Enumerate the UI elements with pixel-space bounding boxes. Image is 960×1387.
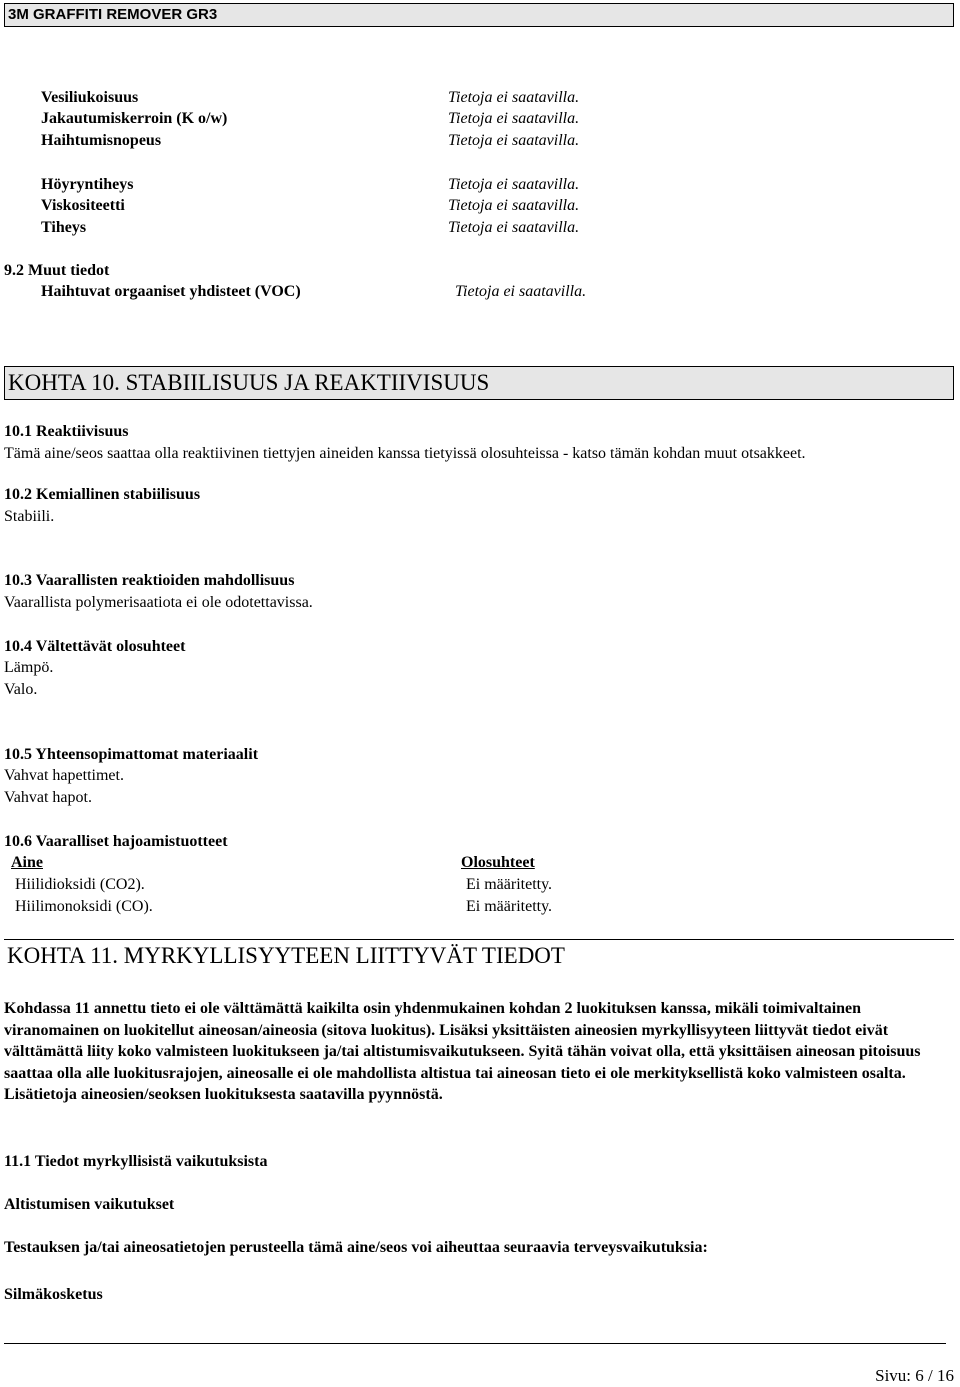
property-value-viscosity: Tietoja ei saatavilla. (448, 197, 580, 214)
property-label-viscosity: Viskositeetti (41, 197, 125, 214)
health-effects-intro: Testauksen ja/tai aineosatietojen perusteella tämä aine/seos voi aiheuttaa seuraavia terveysvaikutuksia: (4, 1239, 708, 1256)
table-row-substance: Hiilimonoksidi (CO). (15, 898, 153, 915)
property-value-voc: Tietoja ei saatavilla. (455, 283, 587, 300)
property-value-evaporation-rate: Tietoja ei saatavilla. (448, 132, 580, 149)
subsection-heading-11-1: 11.1 Tiedot myrkyllisistä vaikutuksista (4, 1153, 268, 1170)
subsection-text-10-1: Tämä aine/seos saattaa olla reaktiivinen tiettyjen aineiden kanssa tietyissä olosuhteissa - katso tämän kohdan muut otsakkeet. (4, 445, 806, 462)
property-label-density: Tiheys (41, 219, 87, 236)
subsection-heading-10-2: 10.2 Kemiallinen stabiilisuus (4, 486, 201, 503)
property-label-evaporation-rate: Haihtumisnopeus (41, 132, 162, 149)
eye-contact-heading: Silmäkosketus (4, 1286, 103, 1303)
table-row-condition: Ei määritetty. (466, 876, 553, 893)
document-header-title: 3M GRAFFITI REMOVER GR3 (4, 3, 954, 27)
section-11-intro-paragraph: Kohdassa 11 annettu tieto ei ole välttämättä kaikilta osin yhdenmukainen kohdan 2 luokituksen kanssa, mikäli toimivaltainen viranomainen on luokitellut aineosan/aineosia (sitova luokitus). Lisäksi yksittäisten aineosien myrkyllisyyteen liittyvät tiedot eivät välttämättä liity koko valmisteen luokitukseen ja/tai altistumisvaikutukseen. Syitä tähän voivat olla, että yksittäisen aineosan pitoisuus saattaa olla alle luokitusrajojen, aineosalle ei ole mahdollista altistua tai aineosan tieto ei ole merkityksellistä koko valmisteen osalta. Lisätietoja aineosien/seoksen luokituksesta saatavilla pyynnöstä. (4, 1000, 921, 1104)
subsection-heading-10-6: 10.6 Vaaralliset hajoamistuotteet (4, 833, 228, 850)
exposure-effects-heading: Altistumisen vaikutukset (4, 1196, 175, 1213)
subsection-line-10-4-light: Valo. (4, 681, 38, 698)
property-value-vapour-density: Tietoja ei saatavilla. (448, 176, 580, 193)
section-11-title: KOHTA 11. MYRKYLLISYYTEEN LIITTYVÄT TIEDOT (4, 939, 954, 973)
property-label-partition-coefficient: Jakautumiskerroin (K o/w) (41, 110, 228, 127)
table-row-substance: Hiilidioksidi (CO2). (15, 876, 145, 893)
section-10-title: KOHTA 10. STABIILISUUS JA REAKTIIVISUUS (4, 366, 954, 400)
subsection-text-10-2: Stabiili. (4, 508, 55, 525)
subsection-line-10-5-acids: Vahvat hapot. (4, 789, 92, 806)
subsection-heading-10-3: 10.3 Vaarallisten reaktioiden mahdollisuus (4, 572, 295, 589)
property-value-water-solubility: Tietoja ei saatavilla. (448, 89, 580, 106)
subsection-text-10-3: Vaarallista polymerisaatiota ei ole odotettavissa. (4, 594, 313, 611)
property-value-density: Tietoja ei saatavilla. (448, 219, 580, 236)
property-label-voc: Haihtuvat orgaaniset yhdisteet (VOC) (41, 283, 301, 300)
page-number: Sivu: 6 / 16 (875, 1366, 954, 1385)
subsection-heading-10-1: 10.1 Reaktiivisuus (4, 423, 129, 440)
subsection-line-10-5-oxidizers: Vahvat hapettimet. (4, 767, 124, 784)
table-header-substance: Aine (11, 854, 43, 871)
table-row-condition: Ei määritetty. (466, 898, 553, 915)
property-label-water-solubility: Vesiliukoisuus (41, 89, 139, 106)
property-label-vapour-density: Höyryntiheys (41, 176, 134, 193)
table-header-conditions: Olosuhteet (461, 854, 535, 871)
subsection-heading-10-5: 10.5 Yhteensopimattomat materiaalit (4, 746, 259, 763)
footer-divider (4, 1343, 946, 1344)
subsection-heading-9-2: 9.2 Muut tiedot (4, 262, 110, 279)
subsection-heading-10-4: 10.4 Vältettävät olosuhteet (4, 638, 186, 655)
property-value-partition-coefficient: Tietoja ei saatavilla. (448, 110, 580, 127)
subsection-line-10-4-heat: Lämpö. (4, 659, 54, 676)
